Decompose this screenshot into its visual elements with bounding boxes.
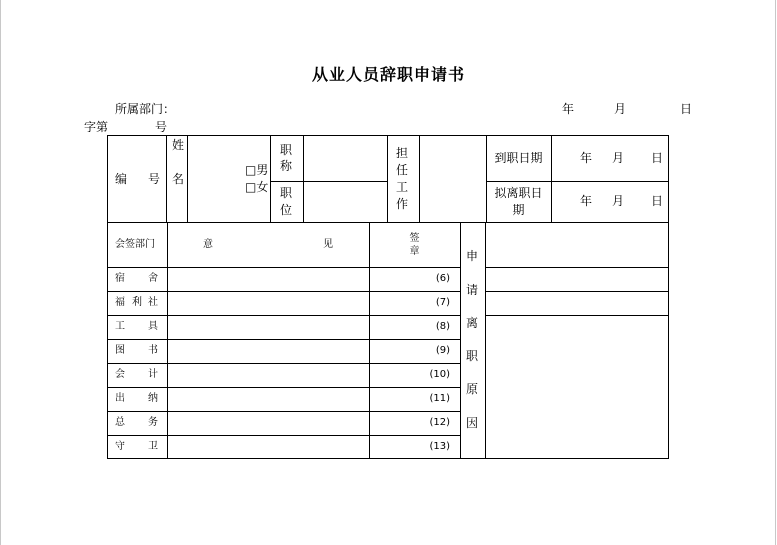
gender-female-checkbox[interactable]: □女 [245,180,269,194]
number-label-1: 编 [115,172,128,186]
sign-dept-header: 会签部门 [115,239,155,250]
row-dorm-char-1: 宿 [115,273,125,284]
row-welfare-number: (7) [435,297,450,308]
row-cashier-char-2: 纳 [148,393,158,404]
hire-year: 年 [580,151,593,165]
hire-month: 月 [612,151,625,165]
gender-male-checkbox[interactable]: □男 [245,163,269,177]
row-general-affairs-char-2: 务 [148,417,158,428]
row-guard-char-2: 卫 [148,441,158,452]
row-accounting-char-2: 计 [148,369,158,380]
row-tools-number: (8) [435,321,450,332]
row-cashier-number: (11) [429,393,450,404]
row-welfare-char-1: 福 [115,297,125,308]
duty-label-4: 作 [396,197,409,211]
duty-label-1: 担 [396,146,409,160]
number-label-2: 号 [148,172,161,186]
row-cashier-char-1: 出 [115,393,125,404]
resign-date-label-1: 拟离职日 [494,186,543,200]
title-label-2: 称 [280,159,293,173]
hire-date-label: 到职日期 [494,151,543,165]
row-welfare-char-2: 利 [132,297,142,308]
row-tools-char-2: 具 [148,321,158,332]
reference-suffix: 号 [155,120,168,134]
hire-day: 日 [651,151,664,165]
reason-label-3: 离 [466,316,479,330]
reason-label-4: 职 [466,349,479,363]
row-library-char-1: 图 [115,345,125,356]
name-label-1: 姓 [172,138,185,152]
row-general-affairs-number: (12) [429,417,450,428]
seal-header-1: 签 [409,233,420,244]
row-guard-number: (13) [429,441,450,452]
resign-date-label-2: 期 [512,203,525,217]
row-library-number: (9) [435,345,450,356]
reason-label-6: 因 [466,416,479,430]
header-month: 月 [614,102,627,116]
row-dorm-char-2: 舍 [148,273,158,284]
reason-label-2: 请 [466,283,479,297]
row-library-char-2: 书 [148,345,158,356]
document-title: 从业人员辞职申请书 [311,65,465,84]
name-label-2: 名 [172,172,185,186]
row-guard-char-1: 守 [115,441,125,452]
row-welfare-char-3: 社 [148,297,158,308]
reason-label-1: 申 [466,249,479,263]
row-accounting-number: (10) [429,369,450,380]
position-label-1: 职 [280,186,293,200]
reason-label-5: 原 [466,382,479,396]
opinion-header-2: 见 [323,239,333,250]
row-tools-char-1: 工 [115,321,125,332]
opinion-header-1: 意 [203,239,213,250]
header-year: 年 [562,102,575,116]
resign-month: 月 [612,194,625,208]
seal-header-2: 章 [409,246,420,257]
row-dorm-number: (6) [435,273,450,284]
row-accounting-char-1: 会 [115,369,125,380]
duty-label-2: 任 [396,163,409,177]
department-label: 所属部门： [115,102,176,116]
resign-year: 年 [580,194,593,208]
reference-prefix: 字第 [84,120,109,134]
row-general-affairs-char-1: 总 [115,417,125,428]
position-label-2: 位 [280,203,293,217]
duty-label-3: 工 [396,180,409,194]
resign-day: 日 [651,194,664,208]
header-day: 日 [680,102,693,116]
title-label-1: 职 [280,143,293,157]
